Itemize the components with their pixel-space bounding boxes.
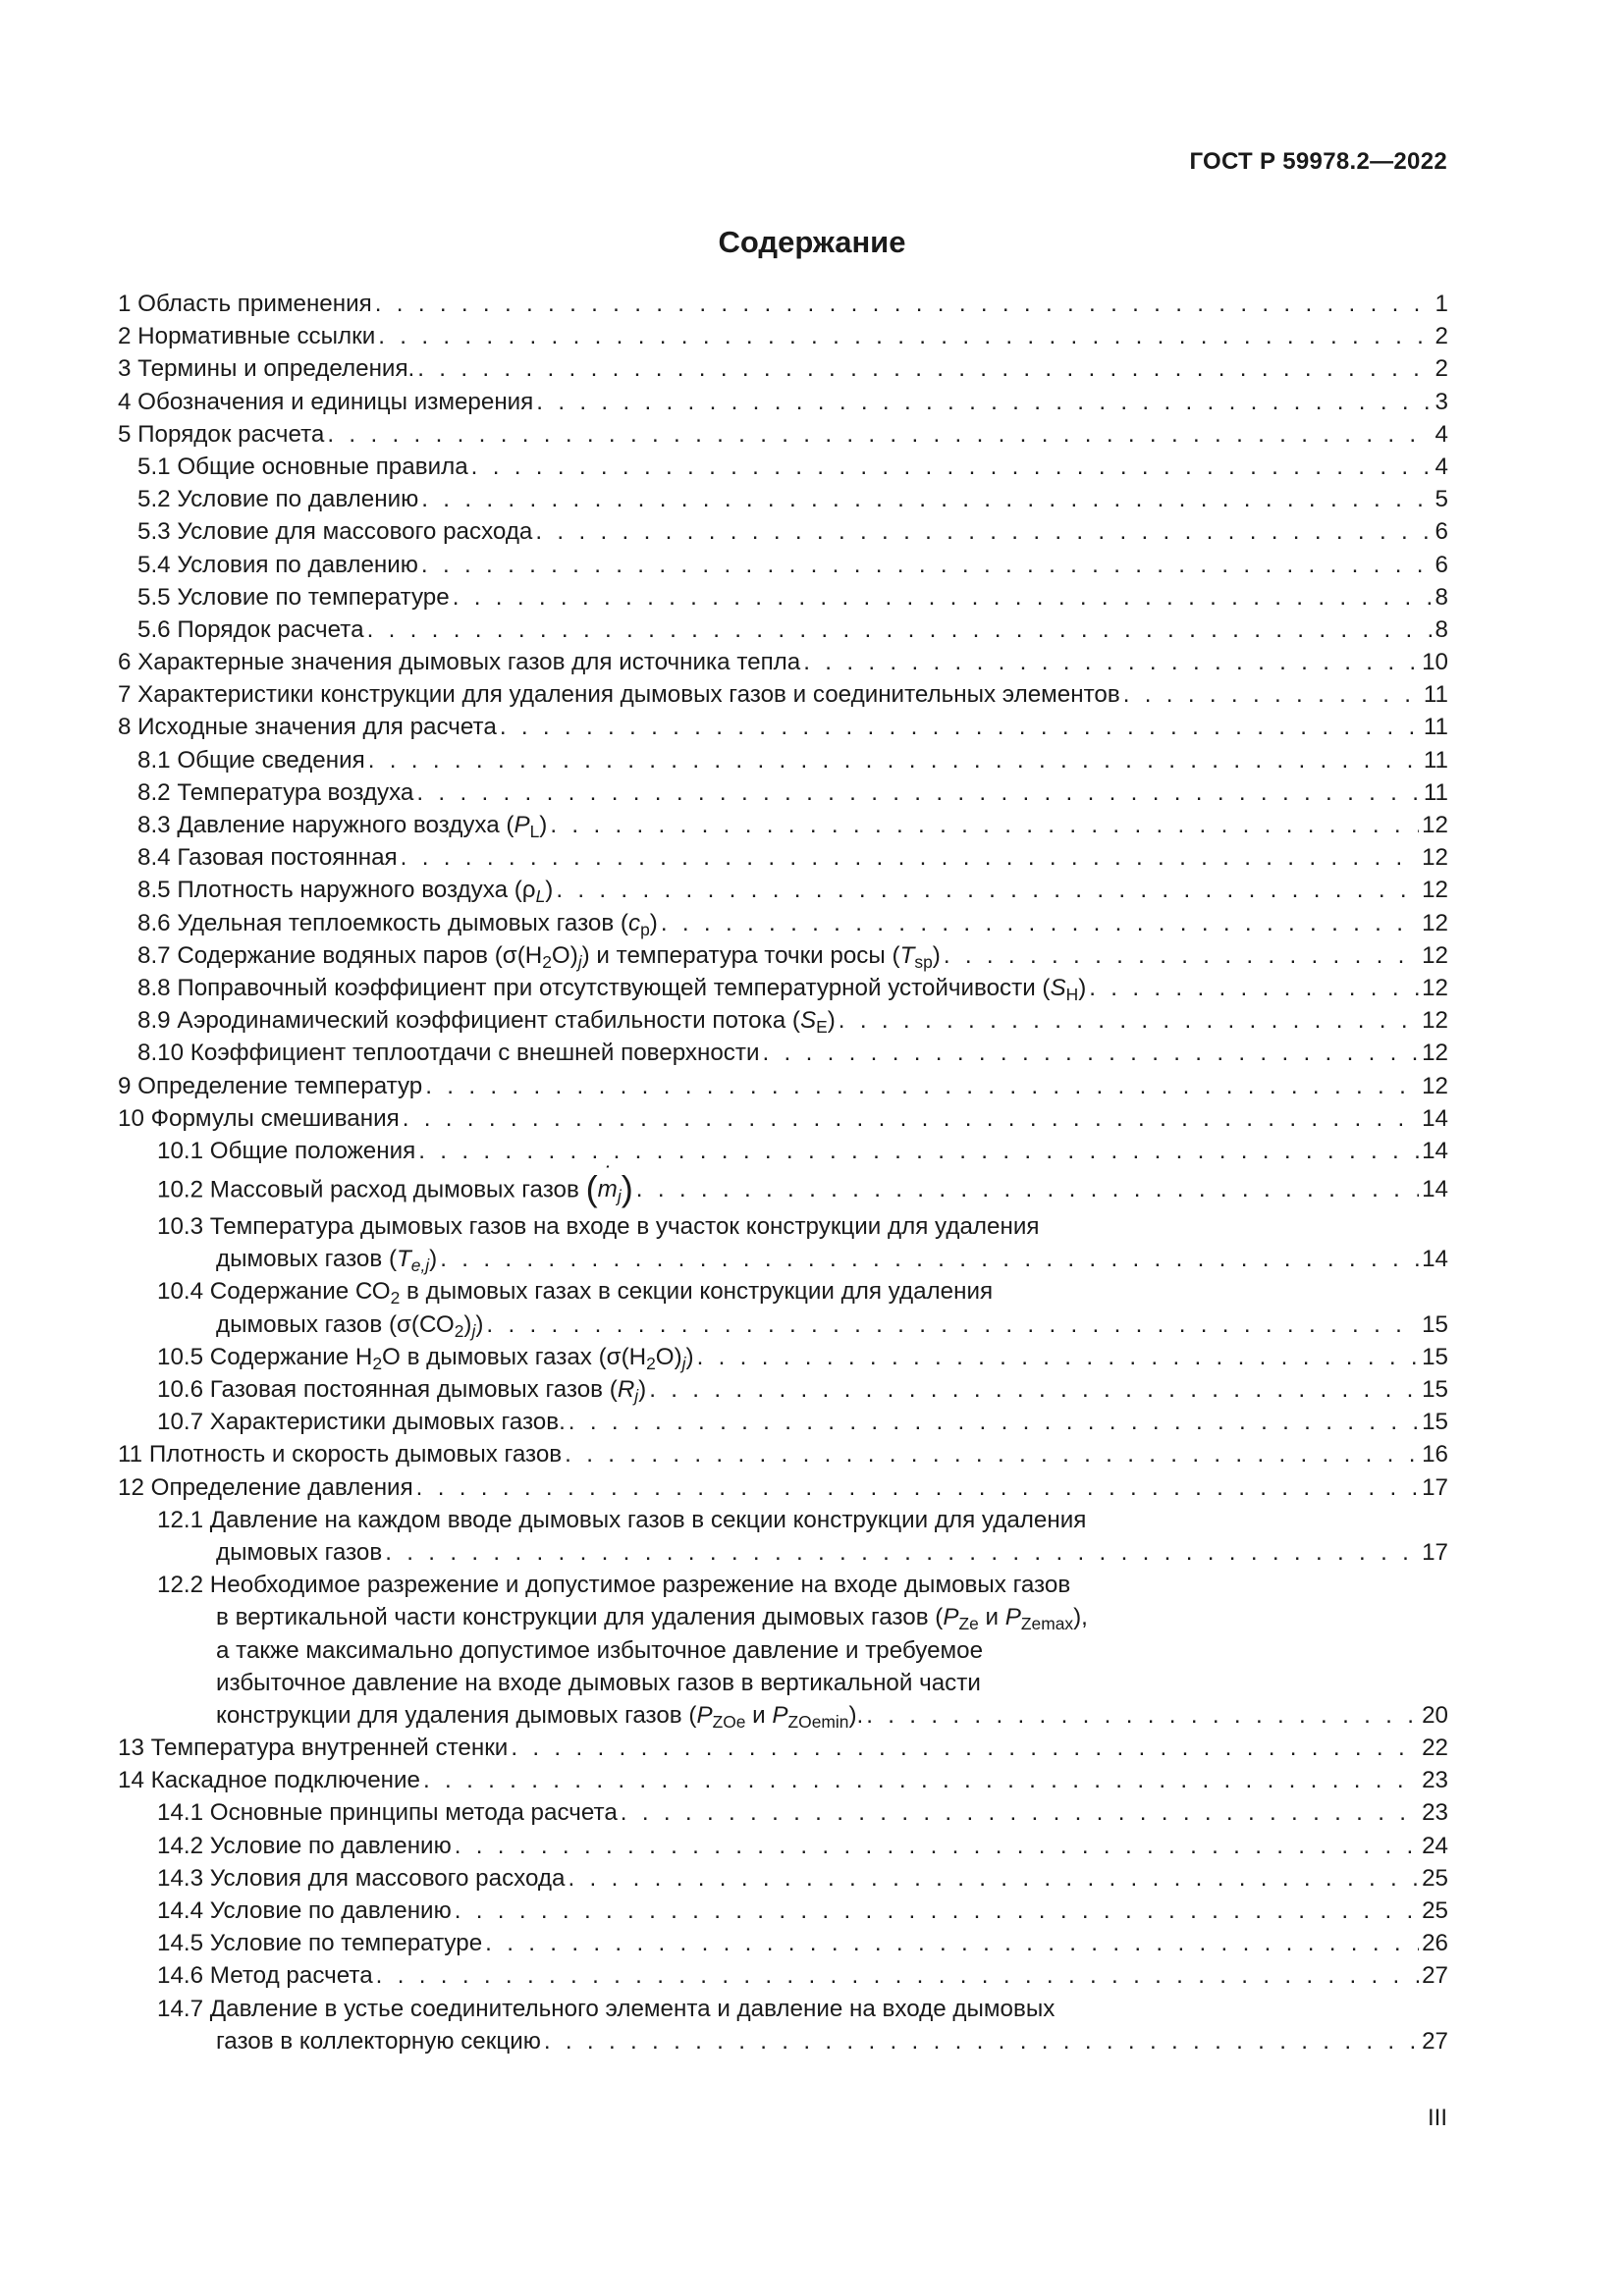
toc-page-number: 6 [1435, 551, 1448, 578]
toc-entry-title: 8.1 Общие сведения [137, 746, 365, 774]
toc-entry-title: 8.8 Поправочный коэффициент при отсутствующей температурной устойчивости $(S_H)$ [137, 974, 1087, 1005]
toc-page-number: 10 [1422, 649, 1448, 676]
leader-dots [401, 841, 1419, 874]
toc-entry-title: а также максимально допустимое избыточное давление и требуемое [216, 1636, 984, 1664]
toc-page-number: 4 [1435, 453, 1448, 480]
toc-page-number: 17 [1422, 1538, 1448, 1566]
toc-entry-title: 3 Термины и определения. [118, 355, 415, 383]
toc-page-number: 4 [1435, 420, 1448, 448]
page-number: III [1427, 2105, 1447, 2131]
toc-entry[interactable] [118, 288, 1448, 320]
toc-page-number: 8 [1435, 615, 1448, 643]
toc-entry-title: 8.10 Коэффициент теплоотдачи с внешней поверхности [137, 1040, 760, 1067]
toc-entry[interactable] [118, 549, 1448, 581]
leader-dots [471, 451, 1433, 483]
leader-dots [511, 1732, 1419, 1764]
leader-dots [421, 549, 1433, 581]
toc-entry-title: 14.1 Основные принципы метода расчета [157, 1799, 618, 1827]
leader-dots [367, 614, 1433, 646]
toc-entry-title: 14.2 Условие по давлению [157, 1832, 452, 1859]
toc-entry-continuation[interactable] [118, 1634, 1448, 1667]
toc-entry[interactable] [118, 1504, 1448, 1536]
toc-page-number: 12 [1422, 812, 1448, 838]
toc-page-number: 12 [1422, 877, 1448, 904]
toc-entry[interactable] [118, 841, 1448, 874]
toc-entry-title: 5.6 Порядок расчета [137, 615, 364, 643]
toc-entry[interactable] [118, 352, 1448, 385]
leader-dots [762, 1037, 1419, 1069]
toc-entry[interactable] [118, 1438, 1448, 1470]
toc-entry-title: 14.3 Условия для массового расхода [157, 1864, 566, 1892]
leader-dots [661, 907, 1419, 939]
toc-page-number: 12 [1422, 1072, 1448, 1099]
toc-page-number: 14 [1422, 1104, 1448, 1132]
leader-dots [944, 939, 1419, 972]
toc-page-number: 17 [1422, 1473, 1448, 1501]
toc-page-number: 15 [1422, 1343, 1448, 1370]
leader-dots [375, 288, 1433, 320]
toc-entry-title: дымовых газов [216, 1538, 383, 1566]
toc-entry-title: 14.6 Метод расчета [157, 1962, 373, 1990]
toc-entry-title: 6 Характерные значения дымовых газов для источника тепла [118, 649, 801, 676]
toc-entry-title: 14.4 Условие по давлению [157, 1897, 452, 1924]
toc-entry-title: 5 Порядок расчета [118, 420, 325, 448]
toc-entry-title: 8.5 Плотность наружного воздуха $(\rho_L)$ [137, 877, 554, 907]
leader-dots [568, 1406, 1419, 1438]
toc-entry[interactable] [118, 1830, 1448, 1862]
toc-entry[interactable] [118, 1070, 1448, 1102]
leader-dots [376, 1959, 1419, 1992]
toc-page-number: 27 [1422, 2027, 1448, 2055]
leader-dots [327, 418, 1432, 451]
toc-entry-continuation[interactable] [118, 1243, 1448, 1275]
toc-page-number: 12 [1422, 844, 1448, 872]
toc-entry-title: 14.5 Условие по температуре [157, 1930, 483, 1957]
toc-entry-title: 14 Каскадное подключение [118, 1767, 421, 1794]
toc-entry-continuation[interactable] [118, 1667, 1448, 1699]
leader-dots [544, 2025, 1419, 2057]
toc-page-number: 27 [1422, 1962, 1448, 1990]
toc-entry-title: 8 Исходные значения для расчета [118, 714, 497, 741]
toc-entry[interactable] [118, 678, 1448, 711]
page-title: Содержание [718, 225, 906, 259]
toc-entry-title: 5.2 Условие по давлению [137, 486, 419, 513]
leader-dots [417, 352, 1432, 385]
leader-dots [368, 744, 1421, 776]
toc-entry-title: 5.3 Условие для массового расхода [137, 518, 533, 546]
toc-page-number: 11 [1423, 714, 1448, 741]
toc-entry[interactable] [118, 1210, 1448, 1243]
toc-entry[interactable] [118, 1004, 1448, 1037]
toc-entry-title: 8.3 Давление наружного воздуха $(P_L)$ [137, 812, 548, 842]
toc-page-number: 2 [1435, 323, 1448, 350]
toc-page-number: 20 [1422, 1701, 1448, 1729]
leader-dots [1089, 972, 1419, 1004]
toc-entry[interactable] [118, 515, 1448, 548]
toc-entry[interactable] [118, 1471, 1448, 1504]
toc-entry-title: 8.7 Содержание водяных паров $(\sigma(H_2O)_j)$ и температура точки росы $(T_{sp})$ [137, 941, 941, 972]
toc-entry[interactable] [118, 483, 1448, 515]
toc-entry-title: избыточное давление на входе дымовых газов в вертикальной части [216, 1669, 981, 1696]
toc-page-number: 15 [1422, 1310, 1448, 1338]
toc-entry-title: 12.1 Давление на каждом вводе дымовых газов в секции конструкции для удаления [157, 1506, 1087, 1533]
toc-entry[interactable] [118, 1959, 1448, 1992]
toc-entry-title: 10.3 Температура дымовых газов на входе в участок конструкции для удаления [157, 1213, 1040, 1241]
leader-dots [455, 1895, 1419, 1927]
leader-dots [565, 1438, 1419, 1470]
toc-entry-title: 12 Определение давления [118, 1473, 413, 1501]
toc-page-number: 3 [1435, 388, 1448, 415]
toc-entry-title: 5.5 Условие по температуре [137, 583, 450, 611]
toc-entry[interactable] [118, 776, 1448, 809]
toc-entry-continuation[interactable] [118, 1308, 1448, 1341]
toc-page-number: 11 [1423, 681, 1448, 709]
leader-dots [536, 386, 1432, 418]
toc-entry[interactable] [118, 809, 1448, 841]
toc-entry-title: конструкции для удаления дымовых газов ($P_{ZOe}$ и $P_{ZOemin}$). [216, 1701, 864, 1733]
leader-dots [425, 1070, 1419, 1102]
leader-dots [423, 1764, 1419, 1796]
toc-entry[interactable] [118, 972, 1448, 1004]
leader-dots [621, 1796, 1419, 1829]
leader-dots [866, 1699, 1419, 1732]
toc-entry[interactable] [118, 744, 1448, 776]
toc-page-number: 24 [1422, 1832, 1448, 1859]
toc-entry[interactable] [118, 614, 1448, 646]
toc-entry-title: 9 Определение температур [118, 1072, 423, 1099]
toc-entry[interactable] [118, 1732, 1448, 1764]
document-code: ГОСТ Р 59978.2—2022 [1189, 148, 1447, 175]
toc-page-number: 25 [1422, 1897, 1448, 1924]
toc-entry-title: 5.4 Условия по давлению [137, 551, 418, 578]
toc-entry[interactable] [118, 1862, 1448, 1895]
leader-dots [453, 581, 1433, 614]
toc-entry-continuation[interactable] [118, 1536, 1448, 1569]
toc-page-number: 6 [1435, 518, 1448, 546]
toc-entry-title: дымовых газов $(T_{e,j})$ [216, 1246, 438, 1276]
leader-dots [636, 1168, 1419, 1211]
toc-entry[interactable] [118, 646, 1448, 678]
leader-dots [440, 1243, 1419, 1275]
leader-dots [1123, 678, 1421, 711]
toc-entry-title: 12.2 Необходимое разрежение и допустимое разрежение на входе дымовых газов [157, 1572, 1071, 1599]
leader-dots [500, 711, 1421, 743]
leader-dots [803, 646, 1419, 678]
toc-entry-title: 8.9 Аэродинамический коэффициент стабильности потока $(S_E)$ [137, 1007, 836, 1038]
leader-dots [839, 1004, 1419, 1037]
toc-page-number: 1 [1435, 291, 1448, 317]
leader-dots [568, 1862, 1420, 1895]
toc-page-number: 12 [1422, 1040, 1448, 1067]
toc-page-number: 16 [1422, 1441, 1448, 1468]
leader-dots [385, 1536, 1419, 1569]
toc-page-number: 12 [1422, 941, 1448, 969]
toc-page-number: 23 [1422, 1767, 1448, 1794]
toc-entry-title: 10 Формулы смешивания [118, 1104, 400, 1132]
toc-page-number: 14 [1422, 1246, 1448, 1273]
toc-entry[interactable] [118, 711, 1448, 743]
toc-entry[interactable] [118, 874, 1448, 906]
toc-entry-title: 5.1 Общие основные правила [137, 453, 468, 480]
toc-page-number: 25 [1422, 1864, 1448, 1892]
toc-entry[interactable] [118, 1764, 1448, 1796]
toc-entry-title: 2 Нормативные ссылки [118, 323, 376, 350]
toc-entry[interactable] [118, 1796, 1448, 1829]
toc-entry[interactable] [118, 1275, 1448, 1308]
toc-entry-title: 11 Плотность и скорость дымовых газов [118, 1441, 563, 1468]
toc-page-number: 11 [1423, 778, 1448, 806]
toc-entry[interactable] [118, 939, 1448, 972]
toc-entry[interactable] [118, 1927, 1448, 1959]
toc-entry-title: газов в коллекторную секцию [216, 2027, 541, 2055]
leader-dots [378, 320, 1432, 352]
toc-entry-title: 7 Характеристики конструкции для удаления дымовых газов и соединительных элементов [118, 681, 1120, 709]
toc-entry-title: 13 Температура внутренней стенки [118, 1735, 509, 1762]
toc-page-number: 2 [1435, 355, 1448, 383]
toc-entry[interactable] [118, 1341, 1448, 1373]
toc-entry-continuation[interactable] [118, 2025, 1448, 2057]
toc-entry-title: 8.6 Удельная теплоемкость дымовых газов $(c_p)$ [137, 909, 658, 939]
leader-dots [485, 1927, 1419, 1959]
toc-entry[interactable] [118, 418, 1448, 451]
toc-entry-title: 14.7 Давление в устье соединительного элемента и давление на входе дымовых [157, 1995, 1056, 2022]
toc-entry-title: 10.5 Содержание $Н_2O$ в дымовых газах $(\sigma(H_2O)_j)$ [157, 1343, 694, 1374]
toc-page-number: 22 [1422, 1735, 1448, 1762]
leader-dots [535, 515, 1432, 548]
toc-entry-title: 10.7 Характеристики дымовых газов. [157, 1409, 566, 1436]
toc-entry[interactable] [118, 1895, 1448, 1927]
toc-page-number: 14 [1422, 1176, 1448, 1203]
toc-entry[interactable] [118, 1569, 1448, 1601]
toc-page-number: 12 [1422, 1007, 1448, 1035]
toc-page-number: 14 [1422, 1137, 1448, 1164]
toc-entry[interactable] [118, 1993, 1448, 2025]
toc-entry[interactable] [118, 1167, 1448, 1210]
leader-dots [455, 1830, 1419, 1862]
leader-dots [421, 483, 1432, 515]
formula-paren: ( [585, 1168, 598, 1209]
toc-entry-title: 8.2 Температура воздуха [137, 778, 414, 806]
toc-entry-title: 10.4 Содержание $СО_2$ в дымовых газах в секции конструкции для удаления [157, 1278, 994, 1308]
toc-page-number: 5 [1435, 486, 1448, 513]
toc-page-number: 11 [1423, 746, 1448, 774]
toc-entry[interactable] [118, 1135, 1448, 1167]
toc-entry-title: 10.2 Массовый расход дымовых газов (˙ $m_j$) [157, 1167, 633, 1211]
toc-entry-title: 1 Область применения [118, 291, 372, 317]
leader-dots [550, 809, 1419, 841]
toc-entry-continuation[interactable] [118, 1699, 1448, 1732]
leader-dots [649, 1373, 1419, 1406]
toc-entry-continuation[interactable] [118, 1601, 1448, 1633]
toc-entry[interactable] [118, 1373, 1448, 1406]
toc-page-number: 8 [1435, 583, 1448, 611]
toc-page-number: 12 [1422, 909, 1448, 936]
toc-page-number: 23 [1422, 1799, 1448, 1827]
formula-paren: ) [621, 1168, 633, 1209]
toc-entry[interactable] [118, 1102, 1448, 1135]
leader-dots [556, 874, 1419, 906]
table-of-contents [118, 288, 1448, 2057]
toc-entry-title: 4 Обозначения и единицы измерения [118, 388, 534, 415]
toc-entry[interactable] [118, 320, 1448, 352]
toc-entry-title: в вертикальной части конструкции для удаления дымовых газов ($P_{Ze}$ и $P_{Zemax}$), [216, 1604, 1088, 1634]
leader-dots [697, 1341, 1420, 1373]
toc-page-number: 15 [1422, 1376, 1448, 1403]
leader-dots [416, 1471, 1419, 1504]
toc-page-number: 12 [1422, 974, 1448, 1001]
leader-dots [418, 1135, 1419, 1167]
leader-dots [416, 776, 1421, 809]
toc-entry[interactable] [118, 451, 1448, 483]
toc-entry-title: 10.1 Общие положения [157, 1137, 416, 1164]
toc-entry[interactable] [118, 386, 1448, 418]
toc-entry-title: дымовых газов $(\sigma(СО_2)_j)$ [216, 1310, 484, 1341]
leader-dots [486, 1308, 1419, 1341]
toc-entry-title: 8.4 Газовая постоянная [137, 844, 398, 872]
leader-dots [403, 1102, 1419, 1135]
toc-entry[interactable] [118, 1037, 1448, 1069]
toc-entry[interactable] [118, 581, 1448, 614]
toc-entry[interactable] [118, 1406, 1448, 1438]
toc-entry-title: 10.6 Газовая постоянная дымовых газов $(R_j)$ [157, 1376, 647, 1407]
toc-page-number: 15 [1422, 1409, 1448, 1436]
toc-page-number: 26 [1422, 1930, 1448, 1957]
toc-entry[interactable] [118, 907, 1448, 939]
